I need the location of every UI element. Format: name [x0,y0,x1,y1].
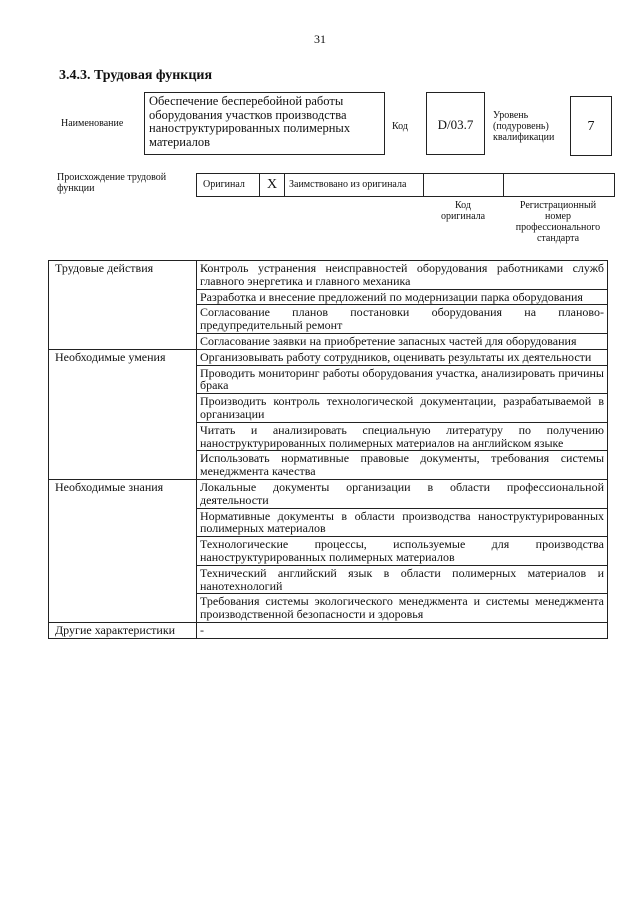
table-row [49,261,608,290]
name-value: Обеспечение бесперебойной работы оборудования участков производства наноструктурированных полимерных материалов [144,92,385,155]
origin-label-line2: функции [57,183,95,194]
category-other-characteristics: Другие характеристики [49,622,197,638]
level-label-line1: Уровень [493,110,529,121]
table-cell: Технический английский язык в области полимерных материалов и нанотехнологий [197,565,608,594]
table-cell: Разработка и внесение предложений по модернизации парка оборудования [197,289,608,305]
section-title: 3.4.3. Трудовая функция [59,68,213,83]
code-caption-line2: оригинала [440,211,486,222]
reg-caption-line1: Регистрационный [519,200,597,211]
origin-label [57,172,166,194]
reg-caption-line3: профессионального [515,222,601,233]
level-value: 7 [570,96,612,156]
table-cell: Согласование заявки на приобретение запасных частей для оборудования [197,333,608,349]
page-number: 31 [314,32,326,46]
registration-caption [503,200,613,244]
origin-row [196,173,615,197]
code-value: D/03.7 [426,92,485,155]
table-cell: Использовать нормативные правовые документы, требования системы менеджмента качества [197,451,608,480]
origin-label-line1: Происхождение трудовой [57,172,167,183]
original-mark: X [260,174,285,196]
table-cell: Производить контроль технологической документации, разрабатываемой в организации [197,394,608,423]
name-label: Наименование [61,118,124,129]
table-cell: Согласование планов постановки оборудования на планово-предупредительный ремонт [197,305,608,334]
borrowed-label: Заимствовано из оригинала [285,174,424,196]
table-row [49,479,608,508]
table-cell: - [197,622,608,638]
table-cell: Технологические процессы, используемые для производства наноструктурированных полимерных материалов [197,537,608,566]
table-cell: Требования системы экологического менеджмента и системы менеджмента производственной безопасности и здоровья [197,594,608,623]
level-label-line2: (подуровень) [493,121,549,132]
table-cell: Проводить мониторинг работы оборудования участка, анализировать причины брака [197,365,608,394]
category-required-skills: Необходимые умения [49,349,197,479]
category-required-knowledge: Необходимые знания [49,479,197,622]
code-label: Код [392,121,408,132]
table-row [49,349,608,365]
registration-number-cell [504,174,614,196]
original-label: Оригинал [197,174,260,196]
table-cell: Организовывать работу сотрудников, оценивать результаты их деятельности [197,349,608,365]
table-cell: Контроль устранения неисправностей оборудования работниками служб главного энергетика и главного механика [197,261,608,290]
reg-caption-line2: номер [545,211,571,222]
table-cell: Нормативные документы в области производства наноструктурированных полимерных материалов [197,508,608,537]
table-cell: Читать и анализировать специальную литературу по получению наноструктурированных полимерных материалов на английском языке [197,422,608,451]
reg-caption-line4: стандарта [536,233,580,244]
code-caption [423,200,503,222]
original-code-cell [424,174,504,196]
code-caption-line1: Код [455,200,471,211]
level-label-line3: квалификации [493,132,555,143]
table-row [49,622,608,638]
table-cell: Локальные документы организации в области профессиональной деятельности [197,479,608,508]
labor-function-table [48,260,608,639]
level-label [493,110,554,143]
category-labor-actions: Трудовые действия [49,261,197,350]
